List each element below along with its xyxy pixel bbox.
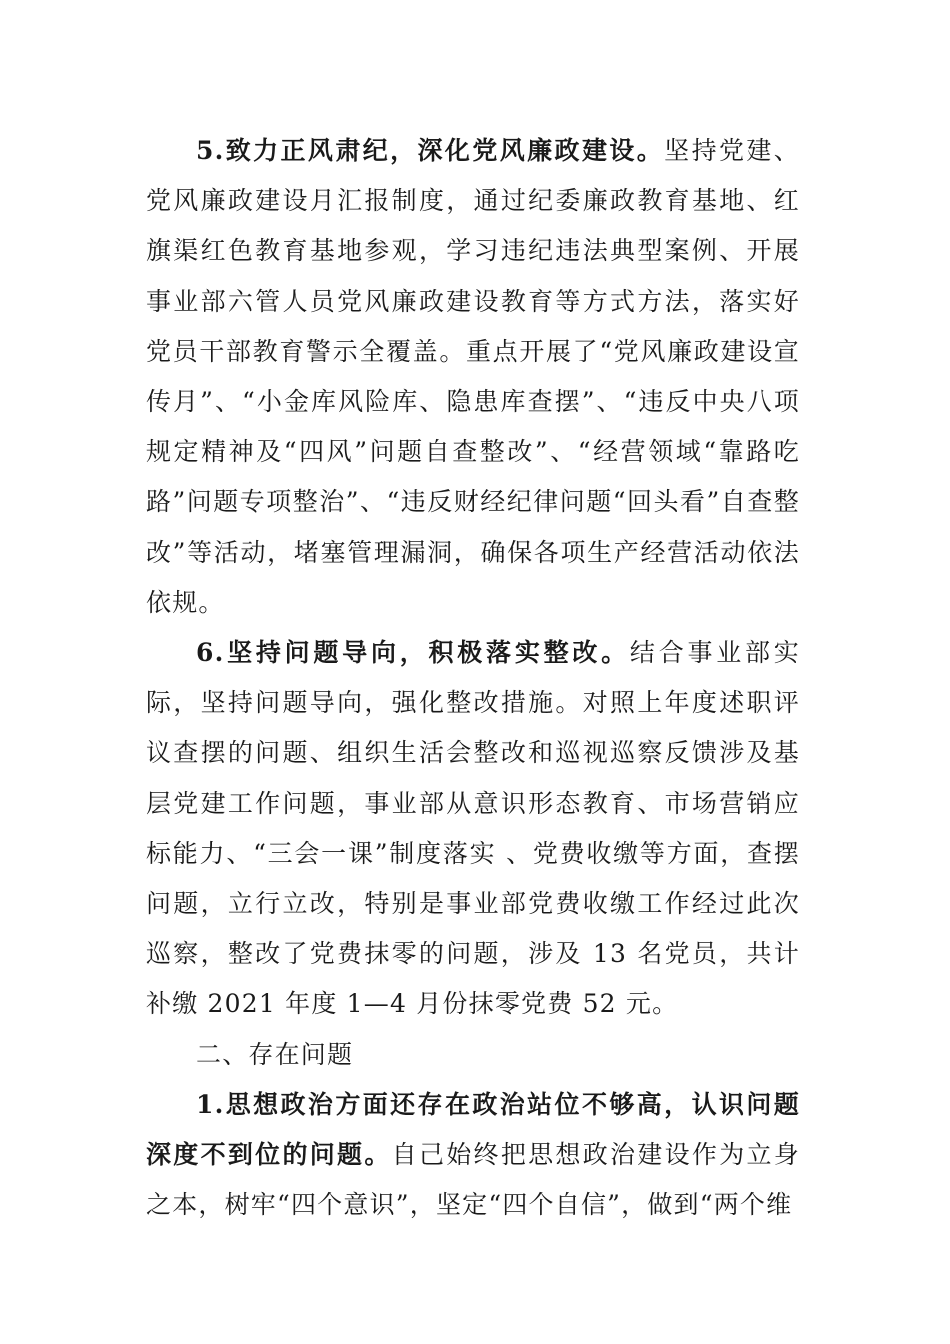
paragraph-2-text: 结合事业部实际，坚持问题导向，强化整改措施。对照上年度述职评议查摆的问题、组织生活会整改和巡视巡察反馈涉及基层党建工作问题，事业部从意识形态教育、市场营销应标能力、“三会一课”制度落实 、党费收缴等方面，查摆问题，立行立改，特别是事业部党费收缴工作经过此次巡察，整改了党费抹零的问题，涉及 13 名党员，共计补缴 2021 年度 1—4 月份抹零党费 52 元。 (146, 638, 800, 1019)
document-body (146, 126, 800, 1230)
paragraph-2 (146, 628, 800, 1030)
paragraph-3-heading: 1.思想政治方面还存在政治站位不够高，认识问题深度不到位的问题。 (146, 1089, 800, 1170)
paragraph-2-heading: 6.坚持问题导向，积极落实整改。 (196, 638, 630, 668)
section-heading (146, 1030, 800, 1080)
paragraph-1-heading: 5.致力正风肃纪，深化党风廉政建设。 (196, 136, 665, 165)
paragraph-3-text: 自己始终把思想政治建设作为立身之本，树牢“四个意识”，坚定“四个自信”，做到“两个维 (146, 1140, 800, 1220)
paragraph-1-text: 坚持党建、党风廉政建设月汇报制度，通过纪委廉政教育基地、红旗渠红色教育基地参观，学习违纪违法典型案例、开展事业部六管人员党风廉政建设教育等方式方法，落实好党员干部教育警示全覆盖。重点开展了“党风廉政建设宣传月”、“小金库风险库、隐患库查摆”、“违反中央八项规定精神及“四风”问题自查整改”、“经营领域“靠路吃路”问题专项整治”、“违反财经纪律问题“回头看”自查整改”等活动，堵塞管理漏洞，确保各项生产经营活动依法依规。 (146, 136, 800, 617)
section-heading-text: 二、存在问题 (196, 1039, 354, 1069)
paragraph-3 (146, 1080, 800, 1231)
paragraph-1 (146, 126, 800, 628)
